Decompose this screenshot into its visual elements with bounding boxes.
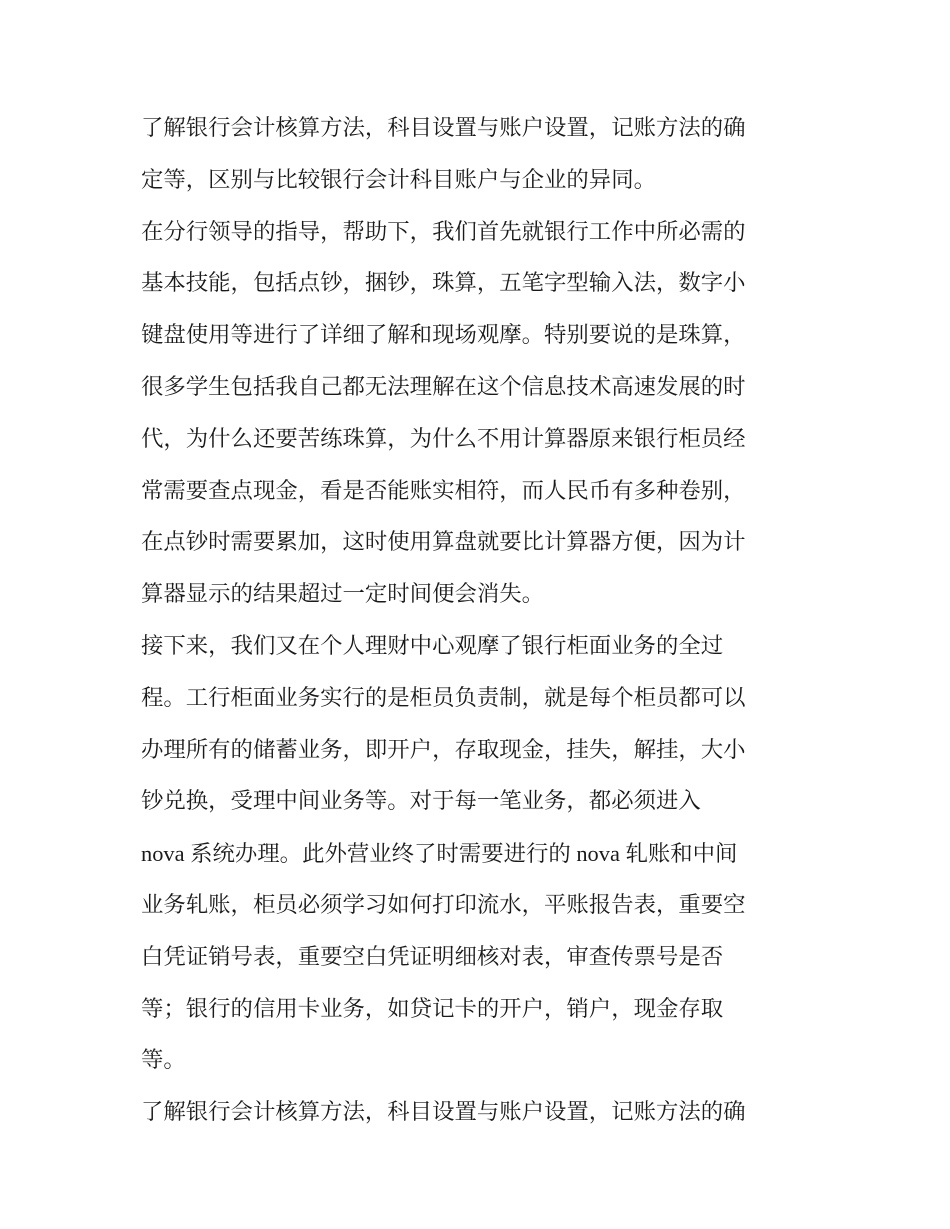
- text-line: 很多学生包括我自己都无法理解在这个信息技术高速发展的时: [141, 373, 746, 400]
- text-line: 白凭证销号表，重要空白凭证明细核对表，审查传票号是否: [141, 943, 724, 970]
- text-line: nova 系统办理。此外营业终了时需要进行的 nova 轧账和中间: [141, 841, 738, 867]
- text-line: 等；银行的信用卡业务，如贷记卡的开户，销户，现金存取: [141, 995, 724, 1022]
- paragraph: [141, 621, 813, 1087]
- text-line: 办理所有的储蓄业务，即开户，存取现金，挂失，解挂，大小: [141, 736, 746, 763]
- text-line: 基本技能，包括点钞，捆钞，珠算，五笔字型输入法，数字小: [141, 270, 746, 297]
- text-line: 了解银行会计核算方法，科目设置与账户设置，记账方法的确: [141, 1099, 746, 1126]
- text-line: 程。工行柜面业务实行的是柜员负责制，就是每个柜员都可以: [141, 684, 746, 711]
- text-line: 业务轧账，柜员必须学习如何打印流水，平账报告表，重要空: [141, 891, 746, 918]
- paragraph: [141, 207, 813, 621]
- text-line: 钞兑换，受理中间业务等。对于每一笔业务，都必须进入: [141, 788, 701, 815]
- text-line: 算器显示的结果超过一定时间便会消失。: [141, 581, 545, 608]
- paragraph: [141, 103, 813, 207]
- paragraph: [141, 1087, 813, 1139]
- text-line: 代，为什么还要苦练珠算，为什么不用计算器原来银行柜员经: [141, 425, 746, 452]
- text-line: 等。: [141, 1047, 186, 1074]
- text-line: 键盘使用等进行了详细了解和现场观摩。特别要说的是珠算，: [141, 322, 746, 349]
- text-line: 常需要查点现金，看是否能账实相符，而人民币有多种卷别，: [141, 477, 746, 504]
- document-body: [141, 103, 813, 1139]
- text-line: 定等，区别与比较银行会计科目账户与企业的异同。: [141, 166, 656, 193]
- text-line: 在分行领导的指导，帮助下，我们首先就银行工作中所必需的: [141, 218, 746, 245]
- text-line: 在点钞时需要累加，这时使用算盘就要比计算器方便，因为计: [141, 529, 746, 556]
- text-line: 接下来，我们又在个人理财中心观摩了银行柜面业务的全过: [141, 632, 724, 659]
- text-line: 了解银行会计核算方法，科目设置与账户设置，记账方法的确: [141, 115, 746, 141]
